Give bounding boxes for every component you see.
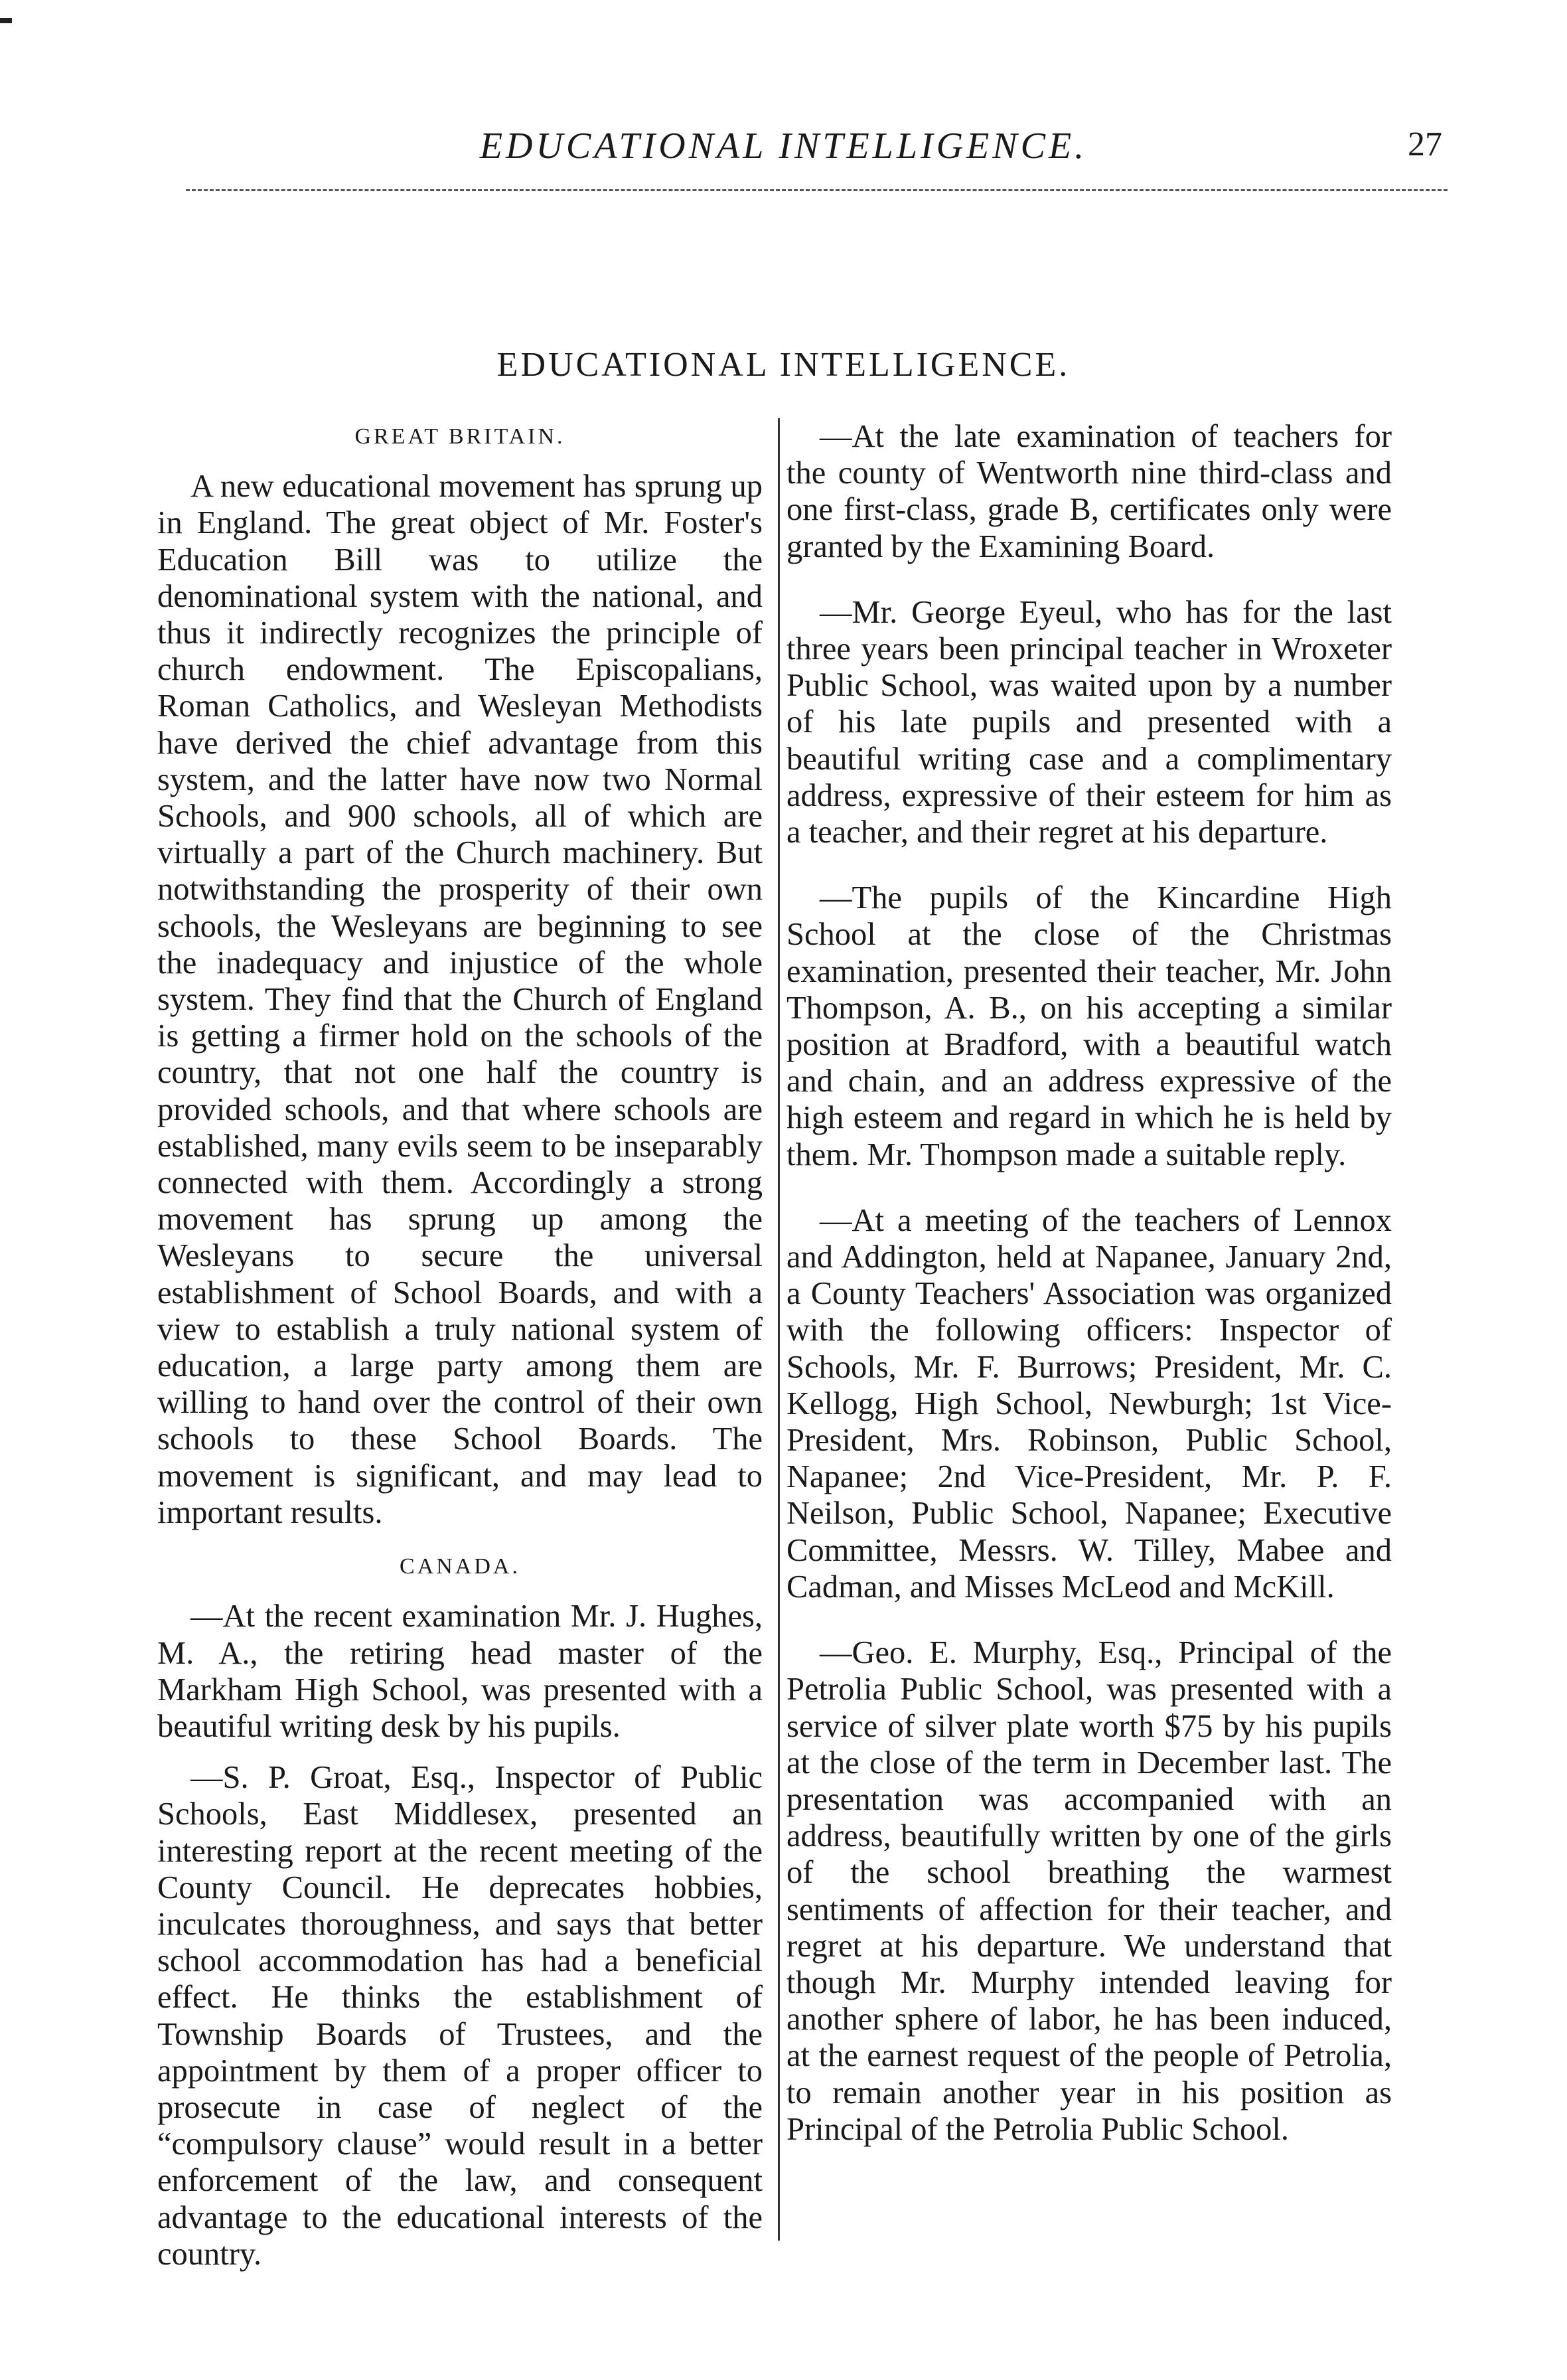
- left-column: [157, 418, 763, 2272]
- page-number: 27: [1408, 125, 1442, 163]
- section-title: EDUCATIONAL INTELLIGENCE.: [496, 346, 1071, 384]
- header-rule: [186, 189, 1448, 191]
- canada-item-hughes: —At the recent examination Mr. J. Hughes, M. A., the retiring head master of the Markham High School, was presented with a beautiful writing desk by his pupils.: [157, 1599, 763, 1744]
- news-item-wentworth: —At the late examination of teachers for the county of Wentworth nine third-class and one first-class, grade B, certificates only were granted by the Examining Board.: [786, 419, 1392, 564]
- news-item-lennox-addington: —At a meeting of the teachers of Lennox and Addington, held at Napanee, January 2nd, a County Teachers' Association was organized with the following officers: Inspector of Schools, Mr. F. Burrows; President, Mr. C. Kellogg, High School, Newburgh; 1st Vice-President, Mrs. Robinson, Public School, Napanee; 2nd Vice-President, Mr. P. F. Neilson, Public School, Napanee; Executive Committee, Messrs. W. Tilley, Mabee and Cadman, and Misses McLeod and McKill.: [786, 1202, 1392, 1605]
- canada-heading: CANADA.: [400, 1554, 520, 1579]
- running-head: [0, 118, 1567, 178]
- great-britain-heading: GREAT BRITAIN.: [354, 424, 565, 449]
- right-column: [786, 418, 1392, 2148]
- news-item-petrolia: —Geo. E. Murphy, Esq., Principal of the Petrolia Public School, was presented with a service of silver plate worth $75 by his pupils at the close of the term in December last. The presentation was accompanied with an address, beautifully written by one of the girls of the school breathing the warmest sentiments of affection for their teacher, and regret at his departure. We understand that though Mr. Murphy intended leaving for another sphere of labor, he has been induced, at the earnest request of the people of Petrolia, to remain another year in his position as Principal of the Petrolia Public School.: [786, 1635, 1392, 2147]
- margin-mark: [0, 18, 12, 23]
- running-title: EDUCATIONAL INTELLIGENCE.: [479, 125, 1088, 167]
- news-item-kincardine: —The pupils of the Kincardine High School at the close of the Christmas examination, presented their teacher, Mr. John Thompson, A. B., on his accepting a similar position at Bradford, with a beautiful watch and chain, and an address expressive of the high esteem and regard in which he is held by them. Mr. Thompson made a suitable reply.: [786, 880, 1392, 1172]
- news-item-eyeul: —Mr. George Eyeul, who has for the last three years been principal teacher in Wroxeter Public School, was waited upon by a number of his late pupils and presented with a beautiful writing case and a complimentary address, expressive of their esteem for him as a teacher, and their regret at his departure.: [786, 594, 1392, 850]
- great-britain-paragraph: A new educational movement has sprung up in England. The great object of Mr. Foster's Education Bill was to utilize the denominational system with the national, and thus it indirectly recognizes the principle of church endowment. The Episcopalians, Roman Catholics, and Wesleyan Methodists have derived the chief advantage from this system, and the latter have now two Normal Schools, and 900 schools, all of which are virtually a part of the Church machinery. But notwithstanding the prosperity of their own schools, the Wesleyans are beginning to see the inadequacy and injustice of the whole system. They find that the Church of England is getting a firmer hold on the schools of the country, that not one half the country is provided schools, and that where schools are established, many evils seem to be inseparably connected with them. Accordingly a strong movement has sprung up among the Wesleyans to secure the universal establishment of School Boards, and with a view to establish a truly national system of education, a large party among them are willing to hand over the control of their own schools to these School Boards. The movement is significant, and may lead to important results.: [157, 469, 763, 1530]
- canada-item-groat: —S. P. Groat, Esq., Inspector of Public Schools, East Middlesex, presented an interesting report at the recent meeting of the County Council. He deprecates hobbies, inculcates thoroughness, and says that better school accommodation has had a beneficial effect. He thinks the establishment of Township Boards of Trustees, and the appointment by them of a proper officer to prosecute in case of neglect of the “compulsory clause” would result in a better enforcement of the law, and consequent advantage to the educational interests of the country.: [157, 1760, 763, 2272]
- column-rule: [778, 418, 780, 2241]
